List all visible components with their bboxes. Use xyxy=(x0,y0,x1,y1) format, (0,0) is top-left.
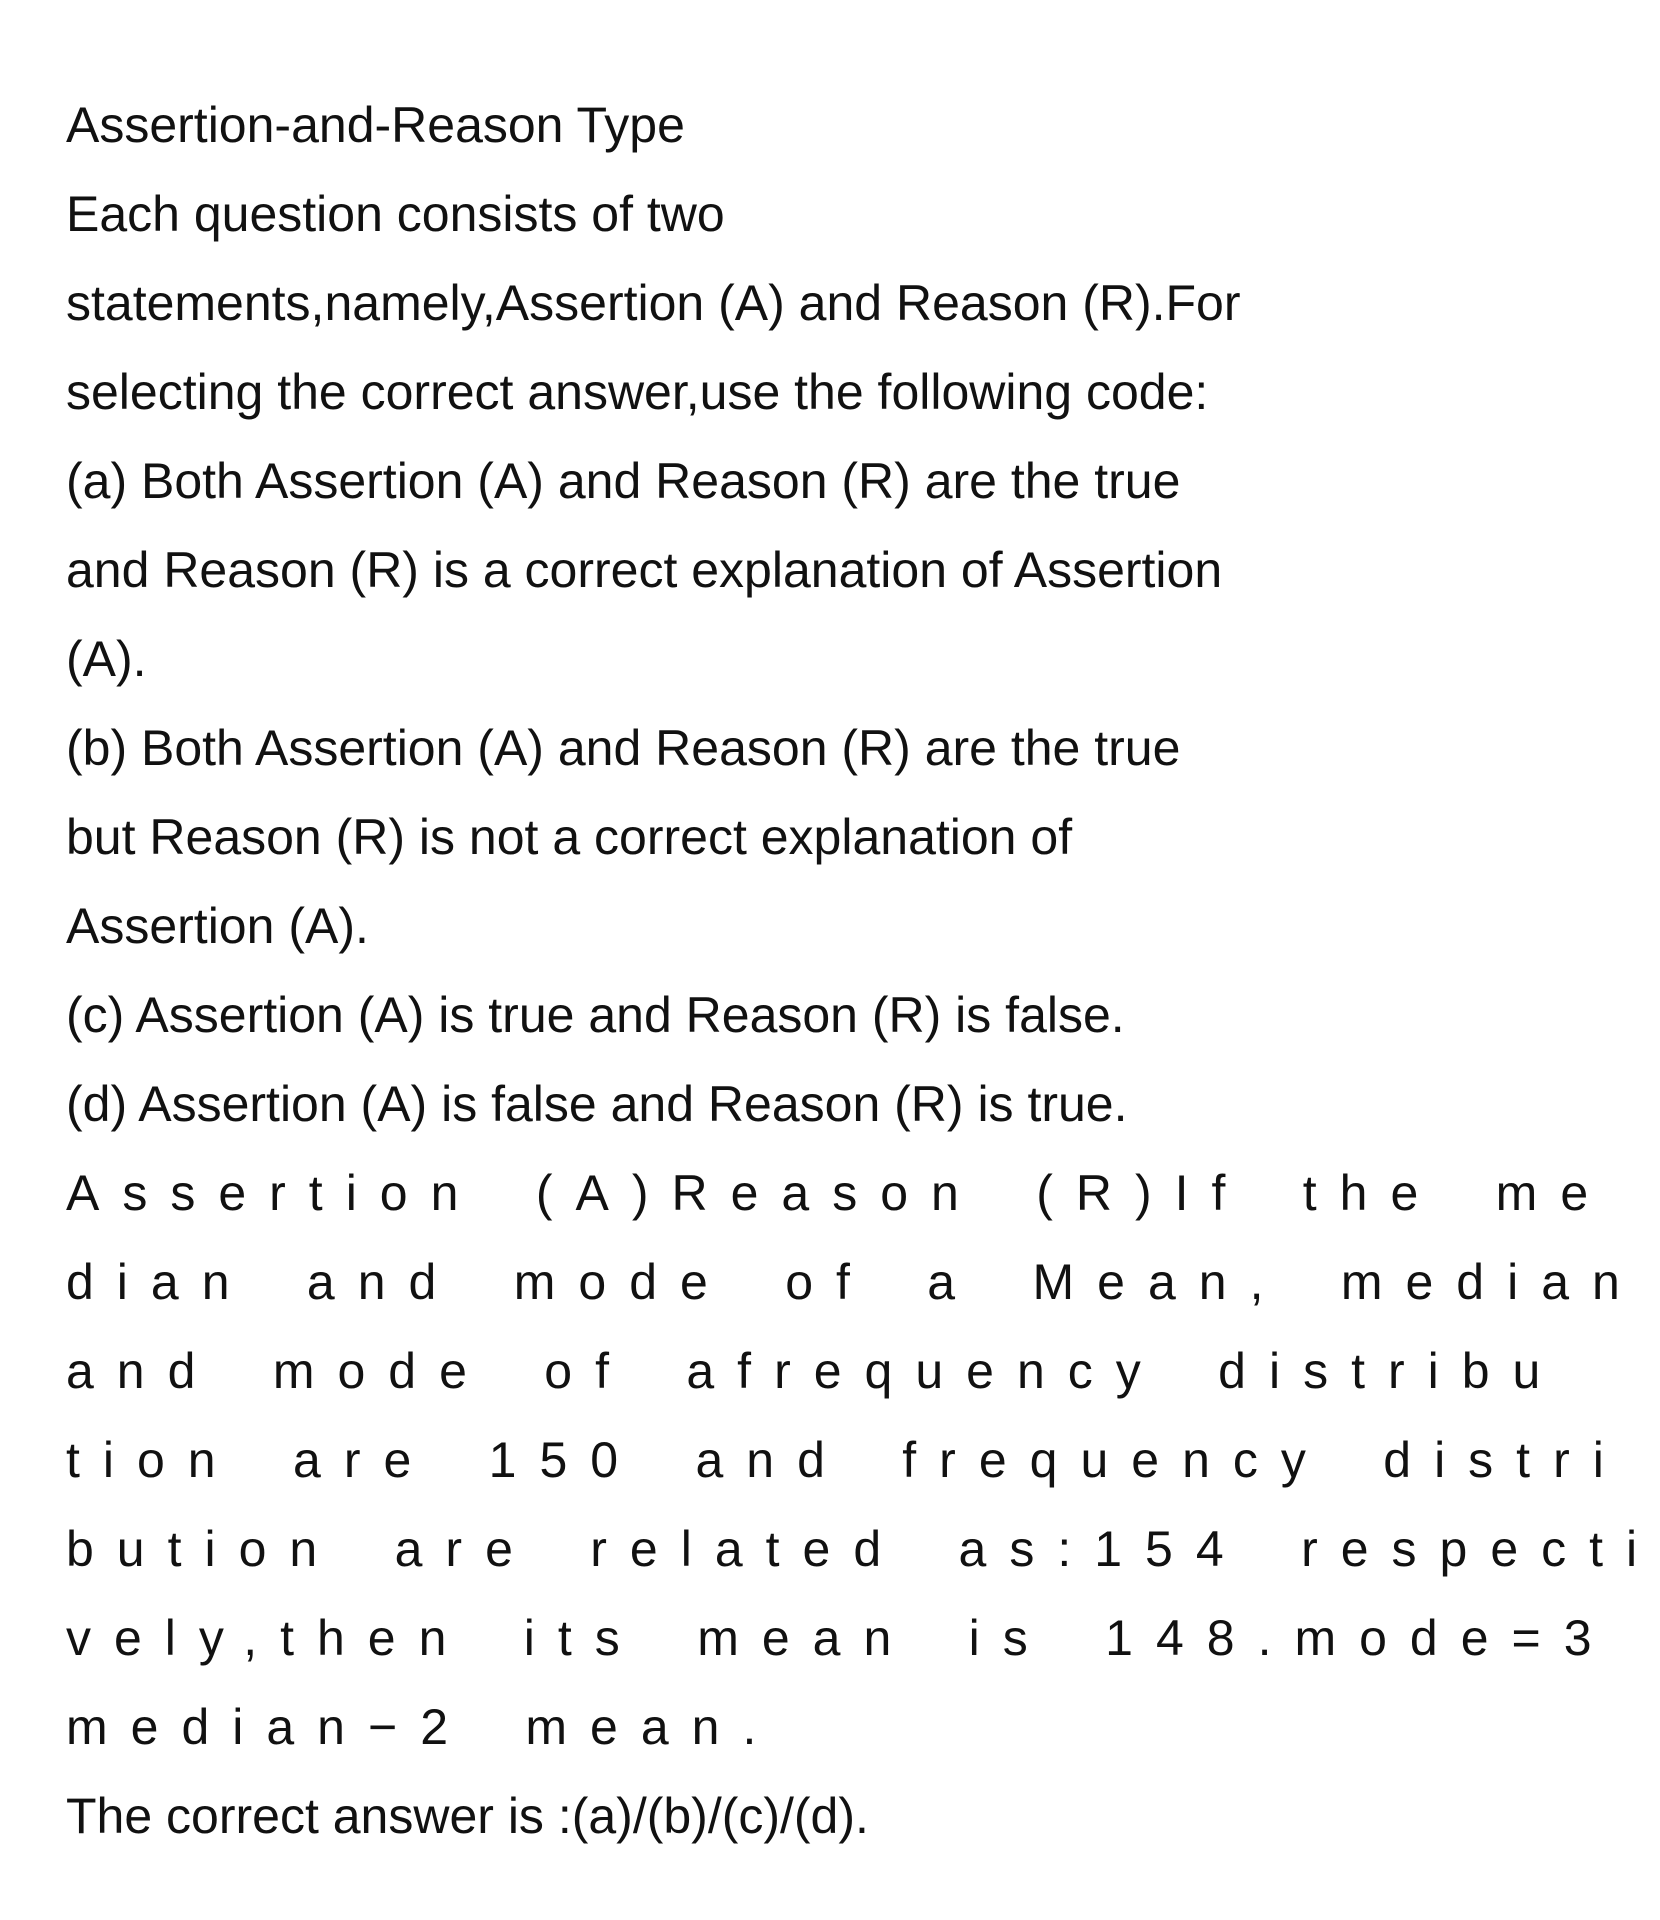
option-c xyxy=(66,980,1446,1069)
table-text-line: median−2 mean. xyxy=(66,1699,780,1755)
assertion-reason-table-text xyxy=(66,1158,1660,1781)
table-text-line: vely,then its mean is 148.mode=3 xyxy=(66,1610,1615,1666)
option-b xyxy=(66,713,1446,980)
table-text-line: tion are 150 and frequency distri xyxy=(66,1432,1627,1488)
instruction-line: Each question consists of two xyxy=(66,186,725,242)
option-line: (A). xyxy=(66,631,147,687)
table-text-line: dian and mode of a Mean, median xyxy=(66,1254,1643,1310)
option-line: but Reason (R) is not a correct explanation of xyxy=(66,809,1073,865)
option-line: (c) Assertion (A) is true and Reason (R) is false. xyxy=(66,987,1125,1043)
option-line: and Reason (R) is a correct explanation of Assertion xyxy=(66,542,1223,598)
question-document xyxy=(66,90,1660,1870)
instruction-line: statements,namely,Assertion (A) and Reason (R).For xyxy=(66,275,1241,331)
option-line: (b) Both Assertion (A) and Reason (R) are the true xyxy=(66,720,1181,776)
option-d xyxy=(66,1069,1446,1158)
option-line: (d) Assertion (A) is false and Reason (R) is true. xyxy=(66,1076,1128,1132)
table-text-line: bution are related as:154 respecti xyxy=(66,1521,1660,1577)
option-line: (a) Both Assertion (A) and Reason (R) are the true xyxy=(66,453,1181,509)
question-title: Assertion-and-Reason Type xyxy=(66,97,685,153)
option-line: Assertion (A). xyxy=(66,898,369,954)
answer-line: The correct answer is :(a)/(b)/(c)/(d). xyxy=(66,1788,869,1844)
table-text-line: and mode of afrequency distribu xyxy=(66,1343,1564,1399)
option-a xyxy=(66,446,1446,713)
instruction-line: selecting the correct answer,use the following code: xyxy=(66,364,1209,420)
table-text-line: Assertion (A)Reason (R)If the me xyxy=(66,1165,1612,1221)
